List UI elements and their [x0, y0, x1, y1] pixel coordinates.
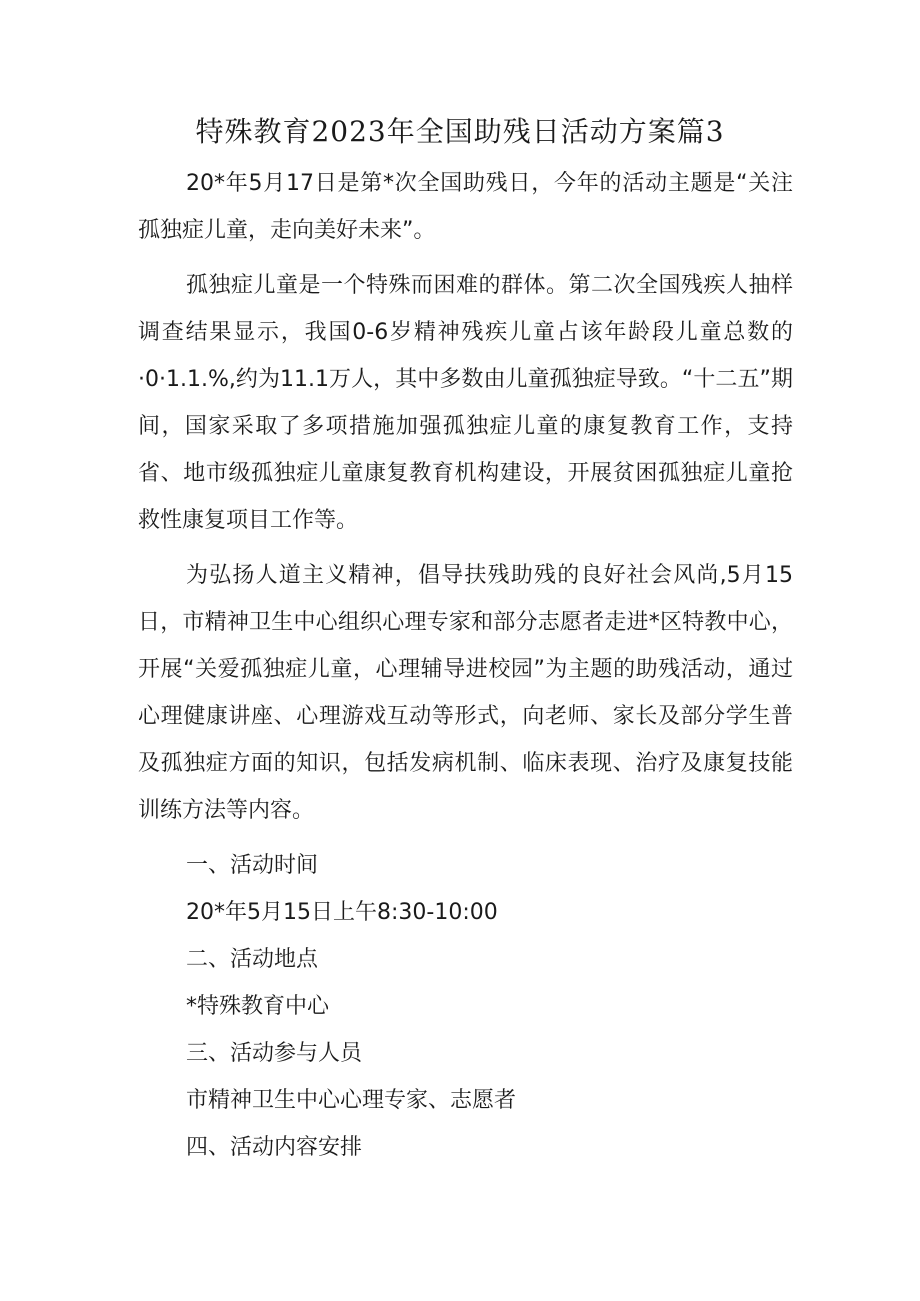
document-body — [138, 160, 793, 1171]
section-heading-participants: 三、活动参与人员 — [186, 1041, 363, 1066]
activity-participants: 市精神卫生中心心理专家、志愿者 — [186, 1088, 517, 1113]
paragraph-background: 孤独症儿童是一个特殊而困难的群体。第二次全国残疾人抽样调查结果显示，我国0-6岁精神残疾儿童占该年龄段儿童总数的·0·1.1.%,约为11.1万人，其中多数由儿童孤独症导致。“十二五”期间，国家采取了多项措施加强孤独症儿童的康复教育工作，支持省、地市级孤独症儿童康复教育机构建设，开展贫困孤独症儿童抢救性康复项目工作等。 — [138, 273, 793, 533]
activity-time: 20*年5月15日上午8:30-10:00 — [186, 900, 498, 925]
activity-location: *特殊教育中心 — [186, 994, 330, 1019]
section-heading-content: 四、活动内容安排 — [186, 1135, 363, 1160]
paragraph-intro: 20*年5月17日是第*次全国助残日，今年的活动主题是“关注孤独症儿童，走向美好未来”。 — [138, 171, 793, 243]
section-heading-time: 一、活动时间 — [186, 853, 319, 878]
paragraph-activity: 为弘扬人道主义精神，倡导扶残助残的良好社会风尚,5月15日，市精神卫生中心组织心理专家和部分志愿者走进*区特教中心，开展“关爱孤独症儿童，心理辅导进校园”为主题的助残活动，通过心理健康讲座、心理游戏互动等形式，向老师、家长及部分学生普及孤独症方面的知识，包括发病机制、临床表现、治疗及康复技能训练方法等内容。 — [138, 563, 793, 823]
section-heading-location: 二、活动地点 — [186, 947, 319, 972]
document-title: 特殊教育2023年全国助残日活动方案篇3 — [195, 115, 725, 148]
